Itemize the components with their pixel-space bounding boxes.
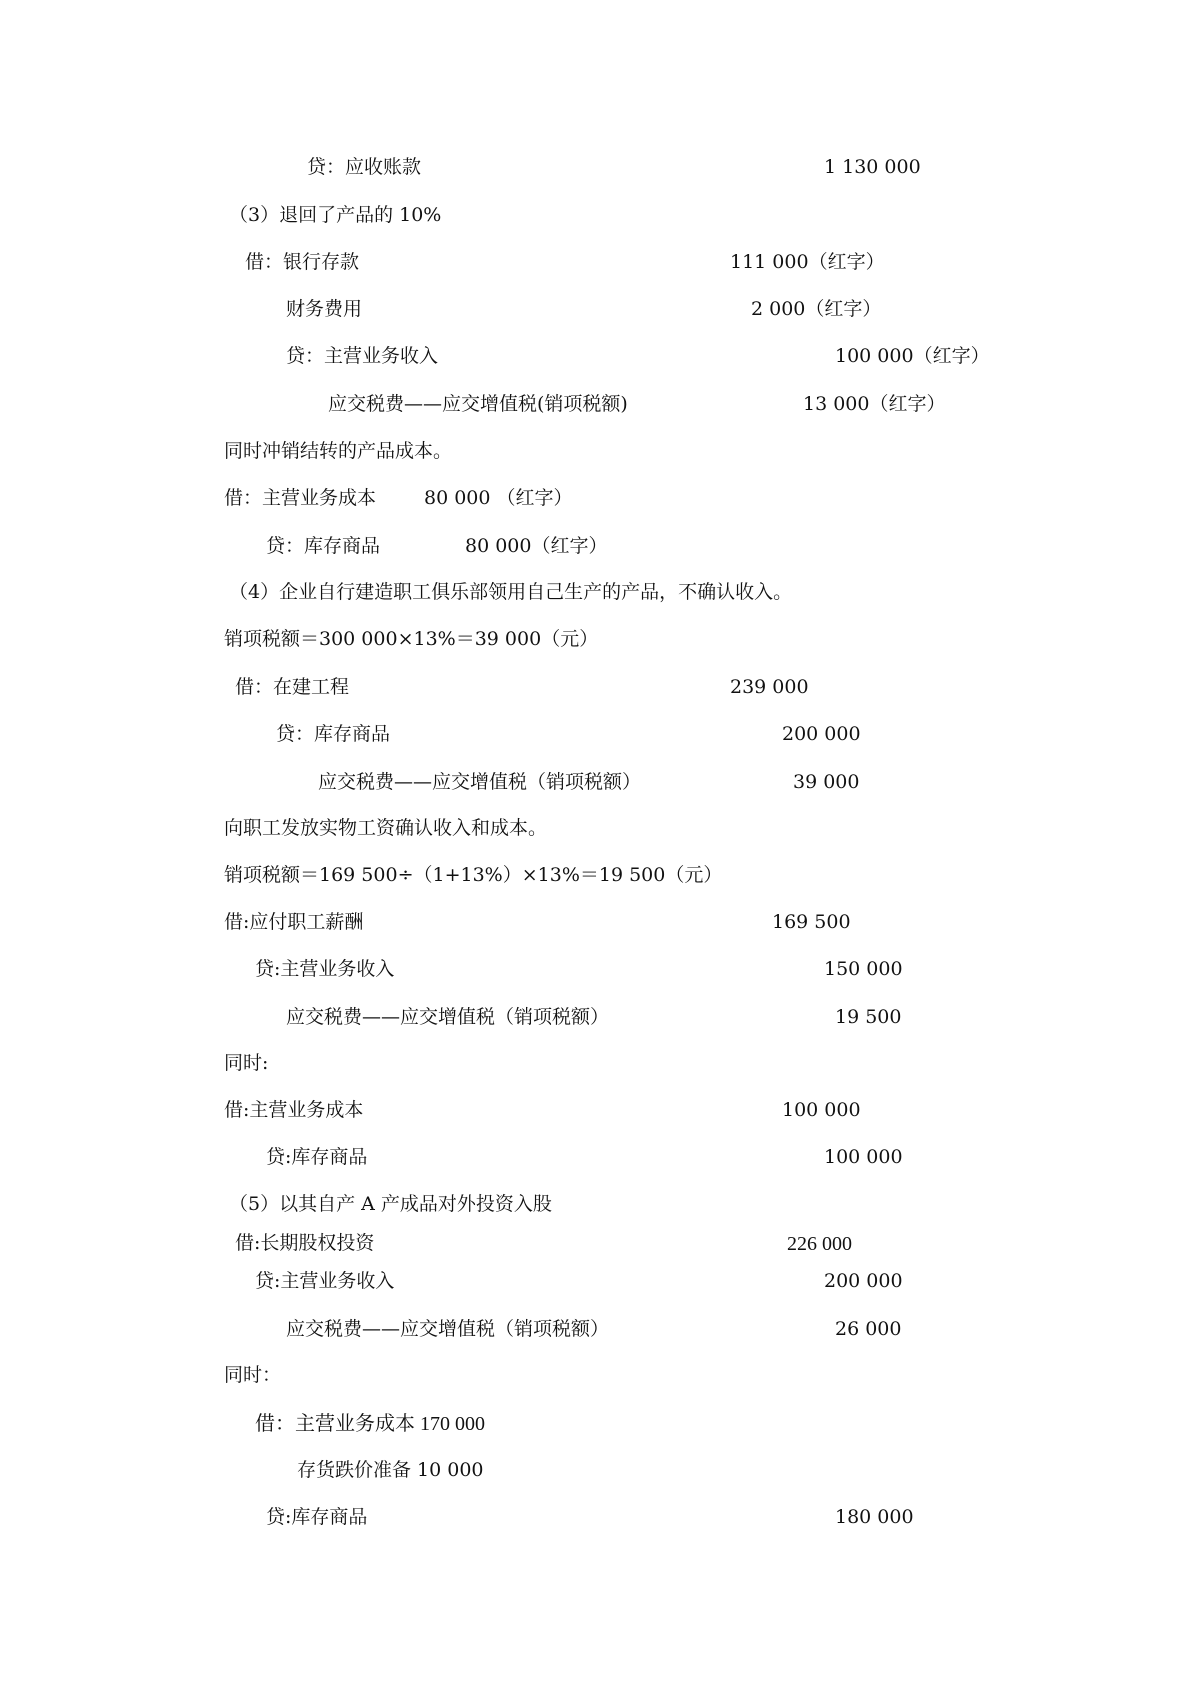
amount-80000-red-credit: 80 000（红字） bbox=[465, 535, 608, 557]
entry-credit-inventory-2: 贷：库存商品 bbox=[276, 723, 391, 745]
amount-100000-red: 100 000（红字） bbox=[835, 345, 990, 367]
entry-vat-output-3: 应交税费——应交增值税（销项税额） bbox=[286, 1006, 610, 1028]
note-simultaneously-2: 同时： bbox=[224, 1364, 282, 1386]
amount-100000: 100 000 bbox=[782, 1099, 861, 1121]
amount-150000: 150 000 bbox=[824, 958, 903, 980]
entry-vat-output: 应交税费——应交增值税(销项税额) bbox=[328, 393, 628, 415]
section-5-heading: （5）以其自产 A 产成品对外投资入股 bbox=[229, 1193, 552, 1215]
amount-80000-red: 80 000 （红字） bbox=[424, 487, 573, 509]
entry-credit-main-revenue: 贷：主营业务收入 bbox=[286, 345, 439, 367]
note-in-kind-wages: 向职工发放实物工资确认收入和成本。 bbox=[224, 817, 548, 839]
amount-180000: 180 000 bbox=[835, 1506, 914, 1528]
calc-output-tax-2: 销项税额＝169 500÷（1+13%）×13%＝19 500（元） bbox=[224, 864, 723, 886]
entry-credit-inventory-3: 贷:库存商品 bbox=[266, 1146, 368, 1168]
entry-debit-main-cost-170000: 借：主营业务成本 170 000 bbox=[255, 1413, 485, 1435]
entry-debit-main-cost-2: 借:主营业务成本 bbox=[224, 1099, 364, 1121]
amount-111000-red: 111 000（红字） bbox=[730, 251, 885, 273]
calc-output-tax-1: 销项税额＝300 000×13%＝39 000（元） bbox=[224, 628, 599, 650]
amount-200000-revenue: 200 000 bbox=[824, 1270, 903, 1292]
entry-credit-main-revenue-3: 贷:主营业务收入 bbox=[255, 1270, 395, 1292]
entry-vat-output-4: 应交税费——应交增值税（销项税额） bbox=[286, 1318, 610, 1340]
entry-debit-construction: 借：在建工程 bbox=[235, 676, 350, 698]
amount-19500: 19 500 bbox=[835, 1006, 902, 1028]
note-simultaneously: 同时: bbox=[224, 1052, 269, 1074]
amount-169500: 169 500 bbox=[772, 911, 851, 933]
amount-26000: 26 000 bbox=[835, 1318, 902, 1340]
section-3-heading: （3）退回了产品的 10% bbox=[229, 204, 442, 226]
entry-finance-expense: 财务费用 bbox=[286, 298, 363, 320]
amount-239000: 239 000 bbox=[730, 676, 809, 698]
entry-vat-output-2: 应交税费——应交增值税（销项税额） bbox=[318, 771, 642, 793]
entry-debit-payroll: 借:应付职工薪酬 bbox=[224, 911, 364, 933]
amount-1130000: 1 130 000 bbox=[824, 156, 921, 178]
section-4-heading: （4）企业自行建造职工俱乐部领用自己生产的产品，不确认收入。 bbox=[229, 581, 793, 603]
amount-226000: 226 000 bbox=[787, 1233, 852, 1255]
entry-debit-main-cost: 借：主营业务成本 bbox=[224, 487, 377, 509]
entry-debit-long-term-equity: 借:长期股权投资 bbox=[235, 1232, 375, 1254]
note-reverse-cost: 同时冲销结转的产品成本。 bbox=[224, 440, 453, 462]
amount-200000: 200 000 bbox=[782, 723, 861, 745]
amount-13000-red: 13 000（红字） bbox=[803, 393, 946, 415]
entry-credit-accounts-receivable: 贷：应收账款 bbox=[307, 156, 422, 178]
entry-credit-main-revenue-2: 贷:主营业务收入 bbox=[255, 958, 395, 980]
amount-2000-red: 2 000（红字） bbox=[751, 298, 882, 320]
amount-100000-credit: 100 000 bbox=[824, 1146, 903, 1168]
entry-debit-bank-deposit: 借：银行存款 bbox=[245, 251, 360, 273]
entry-credit-inventory: 贷：库存商品 bbox=[266, 535, 381, 557]
entry-credit-inventory-4: 贷:库存商品 bbox=[266, 1506, 368, 1528]
entry-inventory-impairment: 存货跌价准备 10 000 bbox=[297, 1459, 484, 1481]
amount-39000: 39 000 bbox=[793, 771, 860, 793]
